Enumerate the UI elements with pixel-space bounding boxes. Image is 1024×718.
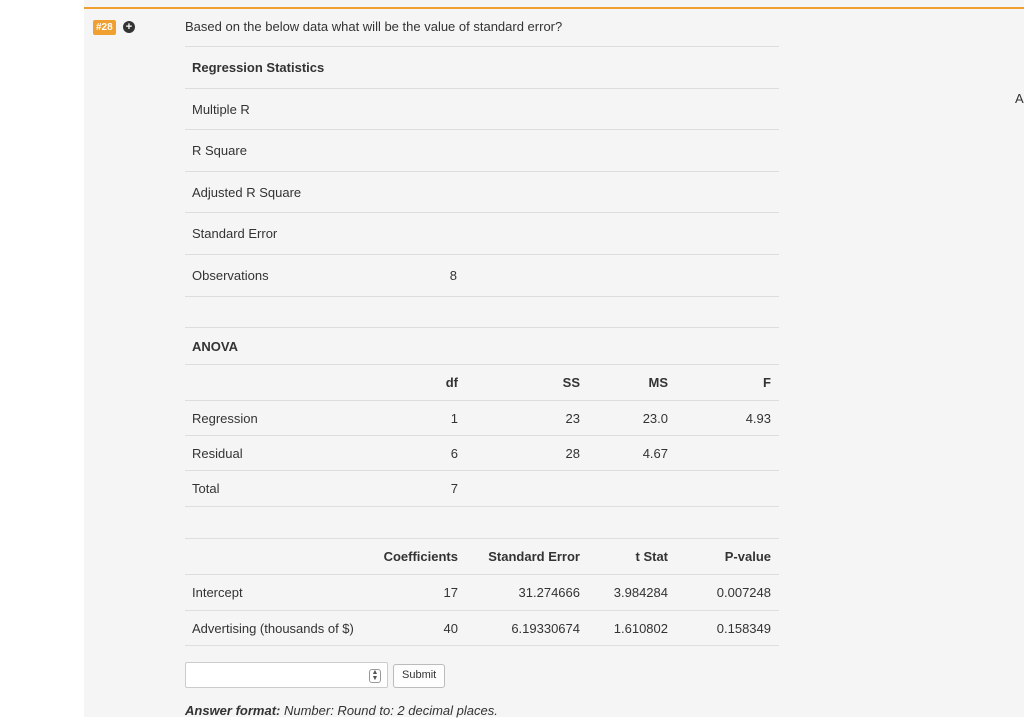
cell-coef: 40 — [443, 620, 458, 636]
row-label: Advertising (thousands of $) — [192, 620, 354, 636]
question-number-badge: #28 — [93, 20, 116, 35]
anova-header: ANOVA — [192, 338, 238, 354]
row-value — [445, 172, 457, 212]
row-label: R Square — [192, 143, 247, 158]
cell-ms: 4.67 — [642, 445, 668, 461]
row-label: Standard Error — [192, 226, 278, 241]
cell-se: 31.274666 — [518, 585, 580, 600]
row-label: Observations — [192, 268, 269, 283]
cell-ms: 23.0 — [642, 410, 668, 426]
row-value — [445, 130, 457, 171]
regression-statistics-header: Regression Statistics — [192, 60, 325, 75]
cell-ms — [585, 471, 668, 506]
table-row — [185, 212, 779, 254]
col-f: F — [763, 375, 771, 390]
cut-off-text: A — [1015, 91, 1024, 106]
question-divider — [84, 7, 1024, 9]
cell-df: 6 — [450, 445, 458, 461]
cell-f: 4.93 — [745, 410, 771, 426]
expand-plus-icon[interactable]: + — [123, 21, 135, 33]
cell-t: 3.984284 — [613, 585, 668, 600]
row-label: Regression — [192, 410, 258, 426]
cell-df: 1 — [450, 410, 458, 426]
table-row — [185, 574, 779, 610]
table-row — [185, 129, 779, 171]
cell-f — [685, 471, 771, 506]
submit-button[interactable]: Submit — [393, 664, 445, 688]
question-text: Based on the below data what will be the value of standard error? — [185, 19, 563, 34]
col-t-stat: t Stat — [635, 549, 668, 564]
answer-input[interactable] — [185, 662, 388, 688]
col-df: df — [445, 375, 458, 390]
table-row — [185, 610, 779, 646]
table-row — [185, 254, 779, 297]
table-column-header-row — [185, 538, 779, 574]
regression-statistics-table — [185, 46, 779, 297]
row-label: Intercept — [192, 585, 243, 600]
answer-format-note — [185, 703, 498, 718]
row-label: Residual — [192, 445, 243, 461]
table-row — [185, 400, 779, 435]
table-column-header-row — [185, 364, 779, 400]
cell-ss: 23 — [565, 410, 580, 426]
table-row — [185, 470, 779, 507]
cell-ss — [485, 471, 580, 506]
anova-table — [185, 327, 779, 507]
row-label: Total — [192, 481, 220, 496]
col-ms: MS — [648, 375, 668, 390]
table-header-row — [185, 327, 779, 364]
col-ss: SS — [562, 375, 580, 390]
row-value — [445, 89, 457, 129]
stepper-arrows-icon[interactable]: ▲ ▼ — [369, 669, 381, 683]
cell-p: 0.007248 — [716, 585, 771, 600]
cell-coef: 17 — [443, 585, 458, 600]
answer-format-label: Answer format: — [185, 703, 281, 718]
cell-p: 0.158349 — [716, 620, 771, 636]
cell-ss: 28 — [565, 445, 580, 461]
answer-format-text: Number: Round to: 2 decimal places. — [280, 703, 498, 718]
table-header-row — [185, 46, 779, 88]
row-label: Multiple R — [192, 101, 250, 117]
col-coefficients: Coefficients — [383, 549, 458, 564]
col-p-value: P-value — [724, 549, 771, 564]
coefficients-table — [185, 538, 779, 646]
col-standard-error: Standard Error — [488, 549, 580, 564]
cell-se: 6.19330674 — [511, 620, 580, 636]
row-value: 8 — [449, 268, 457, 283]
row-label: Adjusted R Square — [192, 184, 302, 200]
row-value — [445, 213, 457, 254]
cell-f — [685, 436, 771, 470]
table-row — [185, 171, 779, 212]
cell-t: 1.610802 — [613, 620, 668, 636]
cell-df: 7 — [450, 481, 458, 496]
table-row — [185, 88, 779, 129]
table-row — [185, 435, 779, 470]
